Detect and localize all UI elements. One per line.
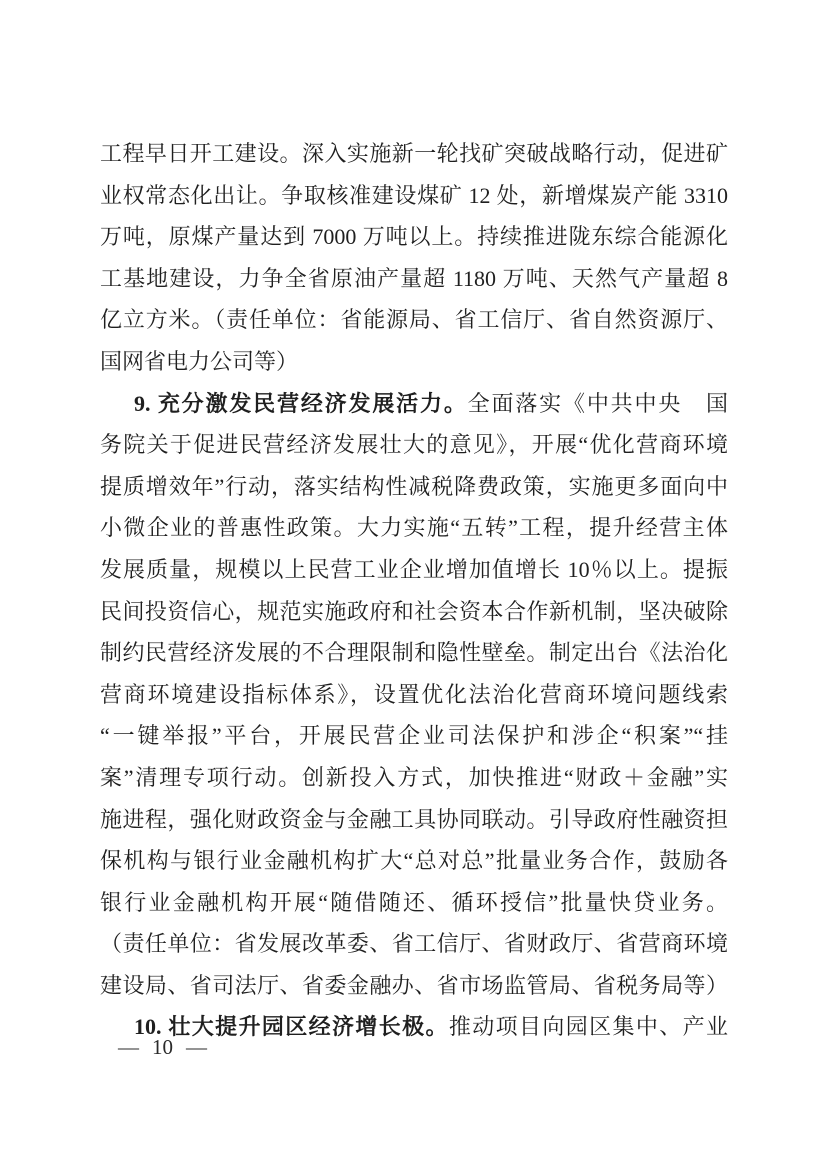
paragraph-heading-text: 9. 充分激发民营经济发展活力。 xyxy=(134,390,468,416)
paragraph-text: 保机构与银行业金融机构扩大“总对总”批量业务合作，鼓励各 xyxy=(100,848,728,874)
paragraph-text: 银行业金融机构开展“随借随还、循环授信”批量快贷业务。 xyxy=(100,889,728,915)
text-line xyxy=(100,424,728,466)
paragraph-text: 营商环境建设指标体系》，设置优化法治化营商环境问题线索 xyxy=(100,681,728,707)
page-footer xyxy=(118,1032,207,1062)
paragraph-text: “一键举报”平台，开展民营企业司法保护和涉企“积案”“挂 xyxy=(100,723,728,749)
text-line xyxy=(100,383,728,425)
text-line xyxy=(100,133,728,175)
paragraph-text: 全面落实《中共中央 国 xyxy=(467,390,728,416)
text-line xyxy=(100,299,728,341)
paragraph-text: 务院关于促进民营经济发展壮大的意见》，开展“优化营商环境 xyxy=(100,432,728,458)
text-line xyxy=(100,715,728,757)
footer-dash-right: — xyxy=(186,1035,207,1059)
paragraph-text: 工基地建设，力争全省原油产量超 1180 万吨、天然气产量超 8 xyxy=(100,265,728,291)
text-line xyxy=(100,507,728,549)
text-line xyxy=(100,799,728,841)
document-body xyxy=(100,133,728,1048)
paragraph-text: 工程早日开工建设。深入实施新一轮找矿突破战略行动，促进矿 xyxy=(100,141,728,166)
text-line xyxy=(100,882,728,924)
paragraph-text: 国网省电力公司等） xyxy=(100,348,299,374)
paragraph-text: 提质增效年”行动，落实结构性减税降费政策，实施更多面向中 xyxy=(100,473,728,499)
paragraph-heading-text: 10. 壮大提升园区经济增长极。 xyxy=(134,1014,449,1040)
text-line xyxy=(100,965,728,1007)
text-line xyxy=(100,216,728,258)
text-line xyxy=(100,341,728,383)
paragraph-text: 小微企业的普惠性政策。大力实施“五转”工程，提升经营主体 xyxy=(100,515,728,541)
text-line xyxy=(100,591,728,633)
paragraph-text: 发展质量，规模以上民营工业企业增加值增长 10％以上。提振 xyxy=(100,556,728,582)
paragraph-text: 建设局、省司法厅、省委金融办、省市场监管局、省税务局等） xyxy=(100,972,728,998)
text-line xyxy=(100,549,728,591)
text-line xyxy=(100,632,728,674)
text-line xyxy=(100,757,728,799)
text-line xyxy=(100,674,728,716)
text-line xyxy=(100,923,728,965)
paragraph-text: 万吨，原煤产量达到 7000 万吨以上。持续推进陇东综合能源化 xyxy=(100,224,728,250)
paragraph-text: 推动项目向园区集中、产业 xyxy=(448,1014,728,1040)
text-line xyxy=(100,466,728,508)
paragraph-text: 案”清理专项行动。创新投入方式，加快推进“财政＋金融”实 xyxy=(100,764,728,790)
text-line xyxy=(100,258,728,300)
page-number: 10 xyxy=(152,1035,173,1059)
paragraph-text: 施进程，强化财政资金与金融工具协同联动。引导政府性融资担 xyxy=(100,806,728,832)
paragraph-text: 业权常态化出让。争取核准建设煤矿 12 处，新增煤炭产能 3310 xyxy=(100,182,728,208)
footer-dash-left: — xyxy=(118,1035,139,1059)
paragraph-text: 民间投资信心，规范实施政府和社会资本合作新机制，坚决破除 xyxy=(100,598,728,624)
paragraph-text: （责任单位：省发展改革委、省工信厅、省财政厅、省营商环境 xyxy=(100,931,728,957)
paragraph-text: 制约民营经济发展的不合理限制和隐性壁垒。制定出台《法治化 xyxy=(100,640,728,666)
text-line xyxy=(100,840,728,882)
text-line xyxy=(100,175,728,217)
paragraph-text: 亿立方米。（责任单位：省能源局、省工信厅、省自然资源厅、 xyxy=(100,307,728,333)
